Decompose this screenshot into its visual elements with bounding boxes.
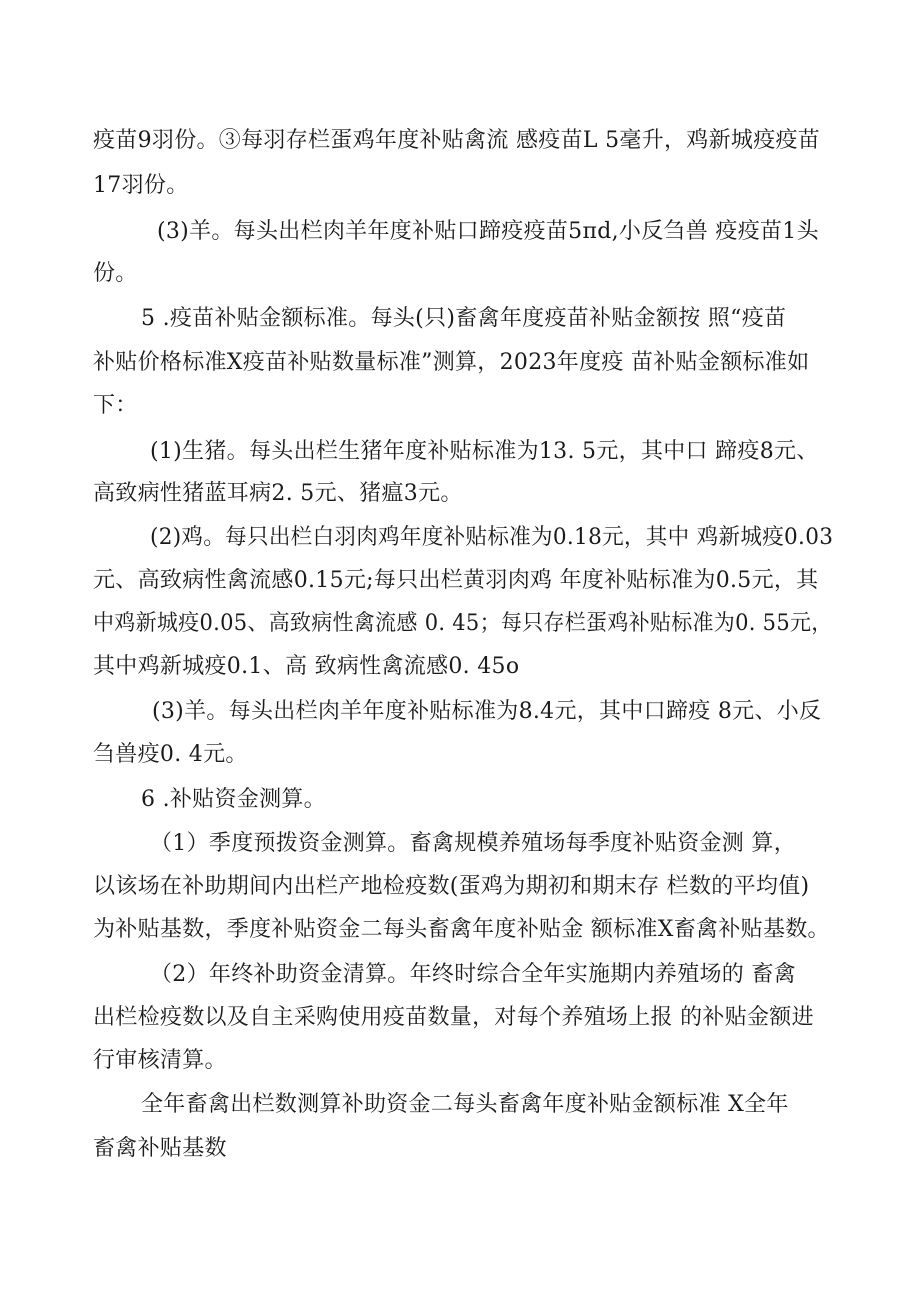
text-line: 全年畜禽出栏数测算补助资金二每头畜禽年度补贴金额标准 X全年	[141, 1092, 789, 1117]
text-line: 以该场在补助期间内出栏产地检疫数(蛋鸡为期初和期末存 栏数的平均值)	[93, 874, 810, 899]
text-line: 中鸡新城疫0.05、高致病性禽流感 0. 45；每只存栏蛋鸡补贴标准为0. 55元，	[93, 611, 833, 636]
text-line: (2)鸡。每只出栏白羽肉鸡年度补贴标准为0.18元，其中 鸡新城疫0.03	[150, 525, 834, 550]
text-line: (3)羊。每头出栏肉羊年度补贴口蹄疫疫苗5πd,小反刍兽 疫疫苗1头	[157, 219, 819, 244]
text-line: 畜禽补贴基数	[93, 1136, 227, 1161]
text-line: 出栏检疫数以及自主采购使用疫苗数量，对每个养殖场上报 的补贴金额进	[93, 1005, 814, 1030]
section-heading-5: 5 .疫苗补贴金额标准。每头(只)畜禽年度疫苗补贴金额按 照“疫苗	[141, 306, 787, 331]
text-line: 17羽份。	[93, 173, 189, 198]
text-line: (3)羊。每头出栏肉羊年度补贴标准为8.4元，其中口蹄疫 8元、小反	[152, 699, 822, 724]
text-line: 为补贴基数，季度补贴资金二每头畜禽年度补贴金 额标准X畜禽补贴基数。	[93, 917, 830, 942]
text-line: （2）年终补助资金清算。年终时综合全年实施期内养殖场的 畜禽	[150, 962, 796, 987]
text-line: 元、高致病性禽流感0.15元;每只出栏黄羽肉鸡 年度补贴标准为0.5元，其	[93, 568, 819, 593]
text-line: 补贴价格标准X疫苗补贴数量标准”测算，2023年度疫 苗补贴金额标准如	[93, 350, 810, 375]
text-line: (1)生猪。每头出栏生猪年度补贴标准为13. 5元，其中口 蹄疫8元、	[150, 439, 819, 464]
text-line: 行审核清算。	[93, 1048, 227, 1073]
text-line: 疫苗9羽份。③每羽存栏蛋鸡年度补贴禽流 感疫苗L 5毫升，鸡新城疫疫苗	[93, 128, 821, 153]
text-line: 高致病性猪蓝耳病2. 5元、猪瘟3元。	[93, 481, 463, 506]
section-heading-6: 6 .补贴资金测算。	[141, 787, 326, 812]
text-line: 刍兽疫0. 4元。	[93, 742, 248, 767]
text-line: 份。	[93, 261, 138, 286]
text-line: 其中鸡新城疫0.1、高 致病性禽流感0. 45o	[93, 654, 520, 679]
text-line: （1）季度预拨资金测算。畜禽规模养殖场每季度补贴资金测 算，	[150, 831, 796, 856]
text-line: 下：	[93, 393, 138, 418]
